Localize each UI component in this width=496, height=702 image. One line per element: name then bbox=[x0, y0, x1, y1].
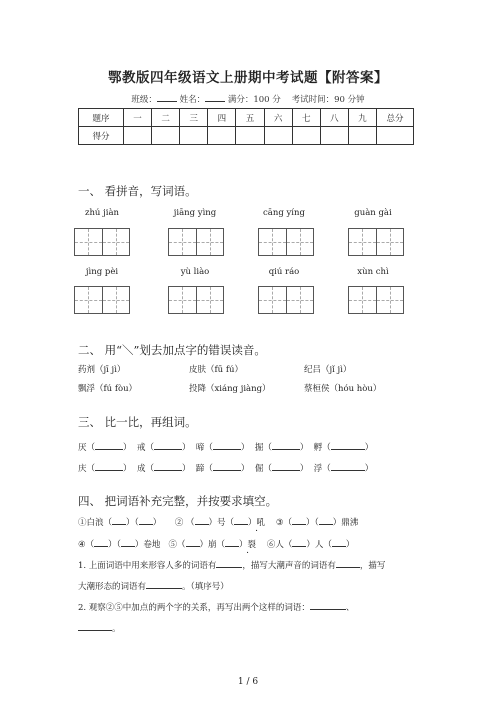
section-4-heading: 四、 把词语补充完整，并按要求填空。 bbox=[78, 494, 278, 508]
answer-blank[interactable] bbox=[216, 558, 242, 568]
answer-blank[interactable] bbox=[310, 600, 346, 610]
compare-char: 浮（ bbox=[313, 464, 331, 474]
reading-item: 飘浮（fú fòu） bbox=[78, 384, 138, 394]
reading-item: 药剂（jī jì） bbox=[78, 365, 126, 375]
compare-row-2 bbox=[78, 461, 373, 474]
idiom-text: ）（ bbox=[126, 518, 139, 528]
question-1-line-2 bbox=[78, 579, 229, 592]
idiom-text: ）人（ bbox=[306, 540, 332, 550]
pinyin-label: xùn chì bbox=[357, 267, 389, 277]
pinyin-label: cāng yíng bbox=[263, 208, 305, 218]
question-text: ，描写 bbox=[359, 561, 386, 571]
paren-close: ） bbox=[364, 443, 374, 453]
writing-grid[interactable] bbox=[74, 228, 130, 256]
writing-grid[interactable] bbox=[348, 286, 404, 314]
score-input-cell[interactable] bbox=[124, 127, 152, 145]
writing-grid[interactable] bbox=[258, 228, 314, 256]
paren-close: ） bbox=[240, 464, 250, 474]
exam-info bbox=[0, 92, 496, 105]
score-header-row bbox=[79, 109, 414, 127]
score-input-cell[interactable] bbox=[180, 127, 208, 145]
reading-item: 投降（xiáng jiàng） bbox=[189, 384, 271, 394]
score-header-cell: 五 bbox=[236, 109, 264, 127]
idiom-line-2 bbox=[78, 537, 354, 550]
page-number: 1 / 6 bbox=[237, 677, 259, 687]
idiom-text: ② （ bbox=[174, 518, 195, 528]
idiom-text: ）号（ bbox=[208, 518, 235, 528]
answer-blank[interactable] bbox=[331, 440, 365, 450]
writing-grid[interactable] bbox=[258, 286, 314, 314]
reading-item: 皮肤（fū fú） bbox=[189, 365, 243, 375]
answer-blank[interactable] bbox=[112, 515, 126, 525]
pinyin-label: zhú jiàn bbox=[84, 208, 120, 218]
question-text: ，描写大潮声音的词语有 bbox=[242, 561, 336, 571]
score-input-cell[interactable] bbox=[208, 127, 236, 145]
paren-close: ） bbox=[240, 443, 250, 453]
idiom-text: ）裂 . bbox=[239, 540, 256, 550]
question-text: 1. 上面词语中用来形容人多的词语有 bbox=[78, 561, 217, 571]
answer-blank[interactable] bbox=[94, 537, 108, 547]
compare-char: 啼（ bbox=[195, 443, 213, 453]
answer-blank[interactable] bbox=[95, 461, 123, 471]
class-label: 班级： bbox=[131, 95, 157, 105]
writing-grid[interactable] bbox=[168, 286, 224, 314]
question-2-line-2 bbox=[78, 621, 121, 634]
question-text: 大潮形态的词语有 bbox=[78, 582, 147, 592]
score-header-cell: 九 bbox=[348, 109, 376, 127]
question-text: 。（填序号） bbox=[182, 582, 229, 592]
question-2-line-1 bbox=[78, 600, 354, 613]
answer-blank[interactable] bbox=[272, 461, 300, 471]
idiom-text: ④（ bbox=[78, 540, 95, 550]
pinyin-label: jiāng yìng bbox=[173, 208, 217, 218]
compare-char: 蹄（ bbox=[195, 464, 213, 474]
question-text: 。 bbox=[112, 624, 121, 634]
score-input-cell[interactable] bbox=[236, 127, 264, 145]
reading-item: 蔡桓侯（hóu hòu） bbox=[304, 384, 382, 394]
answer-blank[interactable] bbox=[292, 537, 306, 547]
answer-blank[interactable] bbox=[234, 515, 248, 525]
compare-char: 戒（ bbox=[136, 443, 154, 453]
section-1-heading: 一、 看拼音，写词语。 bbox=[78, 184, 197, 198]
question-1-line-1 bbox=[78, 558, 385, 571]
score-header-cell: 总分 bbox=[377, 109, 414, 127]
compare-row-1 bbox=[78, 440, 373, 453]
compare-char: 庆（ bbox=[78, 464, 96, 474]
answer-blank[interactable] bbox=[95, 440, 123, 450]
answer-blank[interactable] bbox=[195, 515, 209, 525]
idiom-text: ） bbox=[345, 540, 355, 550]
section-2-heading: 二、 用“＼”划去加点字的错误读音。 bbox=[78, 343, 266, 357]
score-header-cell: 二 bbox=[152, 109, 180, 127]
question-text: 2. 观察②⑤中加点的两个字的关系，再写出两个这样的词语： bbox=[78, 603, 310, 613]
score-input-cell[interactable] bbox=[320, 127, 348, 145]
answer-blank[interactable] bbox=[139, 515, 153, 525]
answer-blank[interactable] bbox=[331, 461, 365, 471]
answer-blank[interactable] bbox=[292, 515, 306, 525]
compare-char: 倔（ bbox=[254, 464, 272, 474]
answer-blank[interactable] bbox=[319, 515, 333, 525]
document-title: 鄂教版四年级语文上册期中考试题【附答案】 bbox=[108, 70, 388, 86]
idiom-text: ）吼 . bbox=[248, 518, 265, 528]
idiom-text: ⑥人（ bbox=[266, 540, 293, 550]
score-header-cell: 一 bbox=[124, 109, 152, 127]
compare-char: 成（ bbox=[136, 464, 154, 474]
answer-blank[interactable] bbox=[336, 558, 360, 568]
idiom-line-1 bbox=[78, 515, 358, 528]
idiom-text: ③（ bbox=[275, 518, 292, 528]
answer-blank[interactable] bbox=[146, 579, 182, 589]
pinyin-label: qiú ráo bbox=[268, 267, 300, 277]
idiom-text: ）（ bbox=[108, 540, 121, 550]
name-label: 姓名： bbox=[179, 95, 206, 105]
answer-blank[interactable] bbox=[332, 537, 346, 547]
score-input-cell[interactable] bbox=[264, 127, 292, 145]
paren-close: ） bbox=[299, 443, 309, 453]
score-header-cell: 四 bbox=[208, 109, 236, 127]
full-score: 满分：100 分 bbox=[227, 95, 281, 105]
score-label-cell: 得分 bbox=[79, 127, 124, 145]
question-text: 、 bbox=[345, 603, 355, 613]
answer-blank[interactable] bbox=[186, 537, 200, 547]
score-value-row bbox=[79, 127, 414, 145]
answer-blank[interactable] bbox=[225, 537, 239, 547]
answer-blank[interactable] bbox=[121, 537, 135, 547]
writing-grid[interactable] bbox=[348, 228, 404, 256]
paren-close: ） bbox=[364, 464, 374, 474]
compare-char: 孵（ bbox=[313, 443, 331, 453]
score-input-cell[interactable] bbox=[292, 127, 320, 145]
pinyin-label: jìng pèi bbox=[85, 267, 119, 277]
paren-close: ） bbox=[181, 464, 191, 474]
idiom-text: ①白浪（ bbox=[78, 518, 113, 528]
answer-blank[interactable] bbox=[154, 440, 182, 450]
paren-close: ） bbox=[123, 443, 132, 453]
idiom-text: ）崩（ bbox=[199, 540, 226, 550]
answer-blank[interactable] bbox=[213, 461, 241, 471]
answer-blank[interactable] bbox=[213, 440, 241, 450]
idiom-text: ） bbox=[152, 518, 162, 528]
reading-item: 纪吕（jǐ jì） bbox=[304, 365, 352, 375]
score-header-cell: 七 bbox=[292, 109, 320, 127]
answer-blank[interactable] bbox=[78, 621, 112, 631]
pinyin-label: yù liào bbox=[180, 267, 210, 277]
paren-close: ） bbox=[299, 464, 309, 474]
idiom-text: ）鼎沸 bbox=[332, 518, 359, 528]
idiom-text: ）卷地 bbox=[134, 540, 161, 550]
score-header-cell: 三 bbox=[180, 109, 208, 127]
paren-close: ） bbox=[181, 443, 191, 453]
score-header-cell: 题序 bbox=[79, 109, 124, 127]
writing-grid[interactable] bbox=[74, 286, 130, 314]
section-3-heading: 三、 比一比，再组词。 bbox=[78, 415, 197, 429]
score-input-cell[interactable] bbox=[348, 127, 376, 145]
paren-close: ） bbox=[123, 464, 132, 474]
name-blank bbox=[205, 92, 225, 102]
score-input-cell[interactable] bbox=[377, 127, 414, 145]
idiom-text: ）（ bbox=[305, 518, 319, 528]
score-input-cell[interactable] bbox=[152, 127, 180, 145]
writing-grid[interactable] bbox=[168, 228, 224, 256]
class-blank bbox=[157, 92, 177, 102]
compare-char: 厌（ bbox=[78, 443, 96, 453]
exam-time: 考试时间：90 分钟 bbox=[291, 95, 365, 105]
score-table bbox=[78, 108, 414, 145]
answer-blank[interactable] bbox=[272, 440, 300, 450]
compare-char: 掘（ bbox=[254, 443, 272, 453]
pinyin-label: guàn gài bbox=[354, 208, 392, 218]
idiom-text: ⑤（ bbox=[168, 540, 186, 550]
answer-blank[interactable] bbox=[154, 461, 182, 471]
score-header-cell: 六 bbox=[264, 109, 292, 127]
score-header-cell: 八 bbox=[320, 109, 348, 127]
